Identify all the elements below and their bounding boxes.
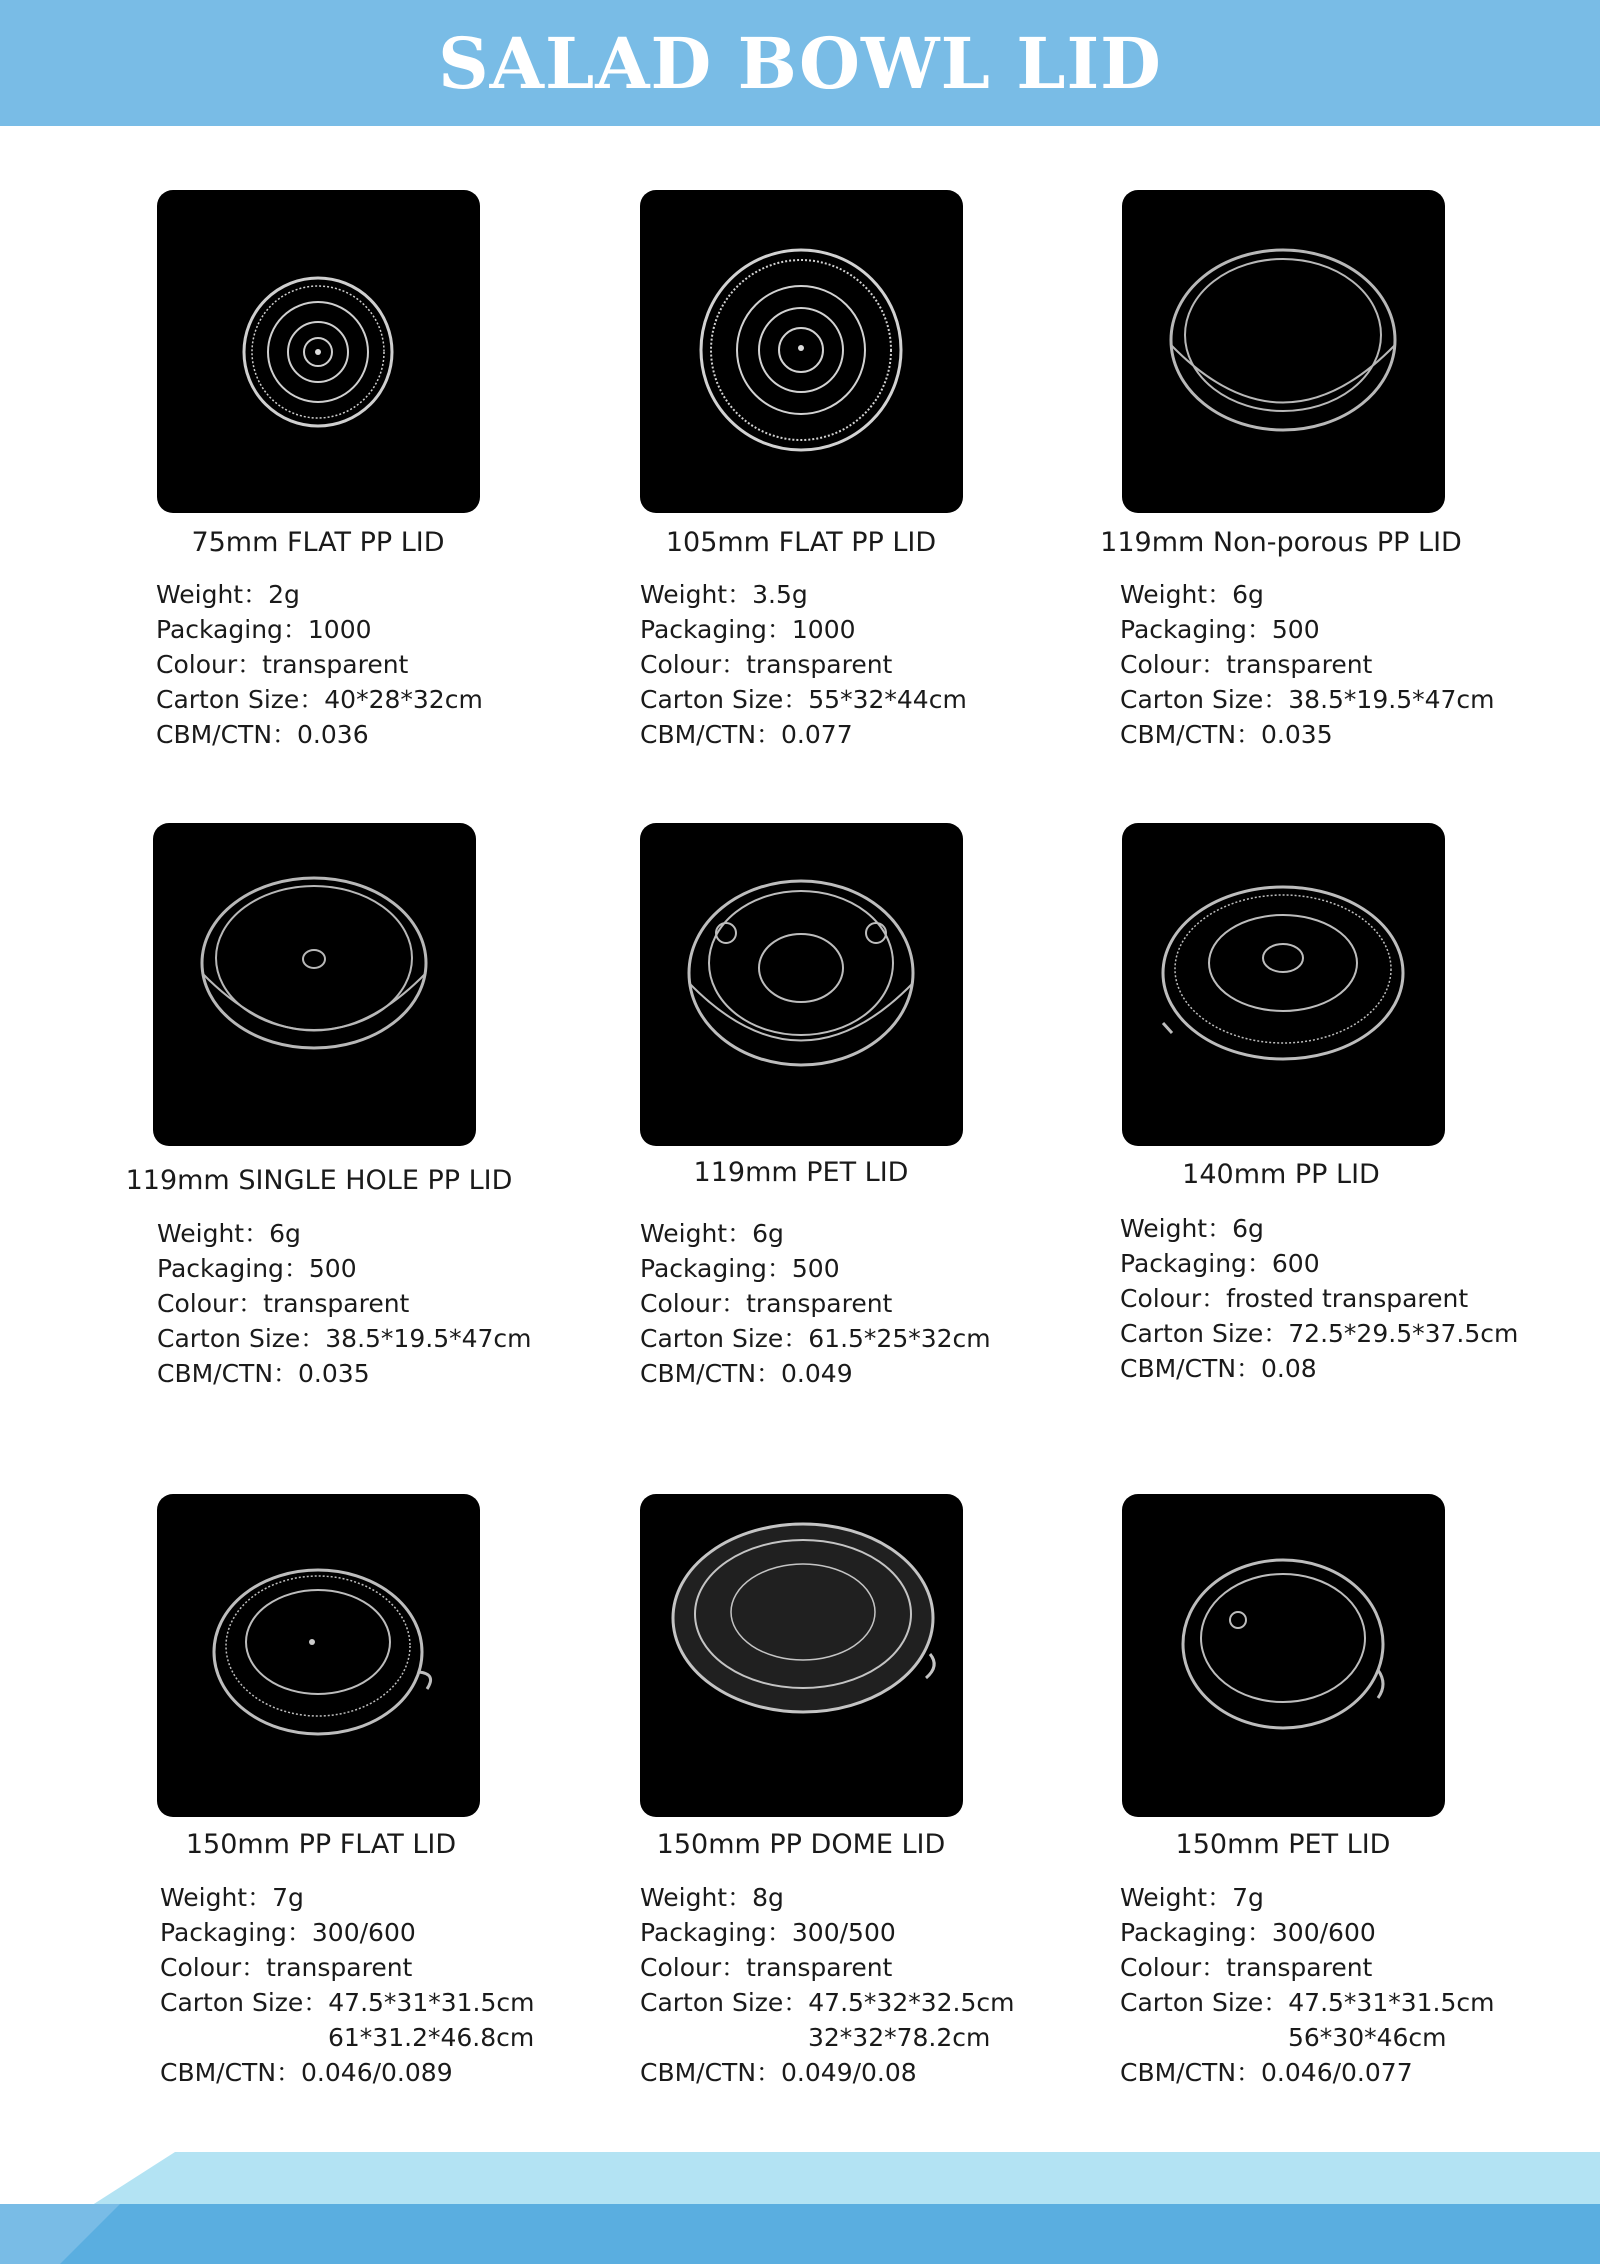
spec-carton-size-alt: 61*31.2*46.8cm [328, 2023, 535, 2052]
product-specs [640, 1216, 991, 1391]
spec-weight: Weight：6g [1120, 580, 1264, 609]
product-name: 119mm PET LID [693, 1157, 909, 1188]
spec-weight: Weight：6g [1120, 1214, 1264, 1243]
lid-image [157, 1494, 480, 1817]
spec-cbm: CBM/CTN：0.077 [640, 720, 853, 749]
spec-packaging: Packaging：500 [1120, 615, 1320, 644]
product-photo [640, 190, 963, 513]
product-specs [640, 577, 967, 752]
product-name: 119mm Non-porous PP LID [1100, 527, 1462, 558]
lid-image [640, 823, 963, 1146]
spec-cbm: CBM/CTN：0.046/0.089 [160, 2058, 453, 2087]
lid-image [1122, 823, 1445, 1146]
product-photo [640, 823, 963, 1146]
product-name: 150mm PP FLAT LID [185, 1829, 457, 1860]
product-name: 140mm PP LID [1182, 1159, 1380, 1190]
spec-cbm: CBM/CTN：0.035 [1120, 720, 1333, 749]
page-title: SALAD BOWL LID [438, 21, 1162, 105]
spec-carton-size: Carton Size：47.5*32*32.5cm [640, 1988, 1015, 2017]
spec-cbm: CBM/CTN：0.049/0.08 [640, 2058, 917, 2087]
product-photo [153, 823, 476, 1146]
spec-weight: Weight：8g [640, 1883, 784, 1912]
product-photo [1122, 823, 1445, 1146]
product-specs [156, 577, 483, 752]
spec-carton-size: Carton Size：38.5*19.5*47cm [1120, 685, 1495, 714]
spec-carton-size-alt: 56*30*46cm [1288, 2023, 1447, 2052]
spec-weight: Weight：7g [160, 1883, 304, 1912]
spec-colour: Colour：transparent [1120, 650, 1373, 679]
product-name: 105mm FLAT PP LID [665, 527, 937, 558]
product-photo [1122, 190, 1445, 513]
product-photo [157, 1494, 480, 1817]
spec-colour: Colour：transparent [156, 650, 409, 679]
spec-weight: Weight：2g [156, 580, 300, 609]
lid-image [640, 1494, 963, 1817]
product-name: 150mm PP DOME LID [656, 1829, 946, 1860]
spec-packaging: Packaging：300/500 [640, 1918, 896, 1947]
product-name: 119mm SINGLE HOLE PP LID [125, 1165, 513, 1196]
product-specs [160, 1880, 535, 2090]
spec-cbm: CBM/CTN：0.036 [156, 720, 369, 749]
spec-colour: Colour：transparent [1120, 1953, 1373, 1982]
spec-packaging: Packaging：300/600 [1120, 1918, 1376, 1947]
spec-packaging: Packaging：300/600 [160, 1918, 416, 1947]
spec-packaging: Packaging：600 [1120, 1249, 1320, 1278]
spec-carton-size: Carton Size：55*32*44cm [640, 685, 967, 714]
lid-image [157, 190, 480, 513]
product-photo [157, 190, 480, 513]
footer-band [0, 2152, 1600, 2264]
spec-weight: Weight：6g [157, 1219, 301, 1248]
spec-carton-size: Carton Size：38.5*19.5*47cm [157, 1324, 532, 1353]
lid-image [153, 823, 476, 1146]
spec-carton-size: Carton Size：47.5*31*31.5cm [1120, 1988, 1495, 2017]
spec-carton-size: Carton Size：40*28*32cm [156, 685, 483, 714]
spec-colour: Colour：transparent [160, 1953, 413, 1982]
product-specs [1120, 577, 1495, 752]
spec-cbm: CBM/CTN：0.049 [640, 1359, 853, 1388]
spec-carton-size-alt: 32*32*78.2cm [808, 2023, 991, 2052]
product-specs [1120, 1211, 1518, 1386]
spec-weight: Weight：3.5g [640, 580, 808, 609]
product-name: 150mm PET LID [1175, 1829, 1391, 1860]
product-name: 75mm FLAT PP LID [191, 527, 445, 558]
spec-packaging: Packaging：1000 [156, 615, 372, 644]
spec-weight: Weight：6g [640, 1219, 784, 1248]
spec-carton-size: Carton Size：72.5*29.5*37.5cm [1120, 1319, 1519, 1348]
lid-image [1122, 1494, 1445, 1817]
spec-colour: Colour：transparent [640, 1289, 893, 1318]
spec-carton-size: Carton Size：61.5*25*32cm [640, 1324, 991, 1353]
spec-colour: Colour：frosted transparent [1120, 1284, 1469, 1313]
footer-band-dark [0, 2204, 1600, 2264]
spec-colour: Colour：transparent [157, 1289, 410, 1318]
product-photo [640, 1494, 963, 1817]
product-photo [1122, 1494, 1445, 1817]
spec-carton-size: Carton Size：47.5*31*31.5cm [160, 1988, 535, 2017]
product-specs [1120, 1880, 1495, 2090]
spec-cbm: CBM/CTN：0.046/0.077 [1120, 2058, 1413, 2087]
spec-packaging: Packaging：1000 [640, 615, 856, 644]
lid-image [1122, 190, 1445, 513]
spec-colour: Colour：transparent [640, 1953, 893, 1982]
product-specs [157, 1216, 532, 1391]
spec-cbm: CBM/CTN：0.035 [157, 1359, 370, 1388]
spec-colour: Colour：transparent [640, 650, 893, 679]
spec-packaging: Packaging：500 [157, 1254, 357, 1283]
page-header [0, 0, 1600, 126]
spec-weight: Weight：7g [1120, 1883, 1264, 1912]
lid-image [640, 190, 963, 513]
spec-packaging: Packaging：500 [640, 1254, 840, 1283]
spec-cbm: CBM/CTN：0.08 [1120, 1354, 1317, 1383]
product-specs [640, 1880, 1015, 2090]
